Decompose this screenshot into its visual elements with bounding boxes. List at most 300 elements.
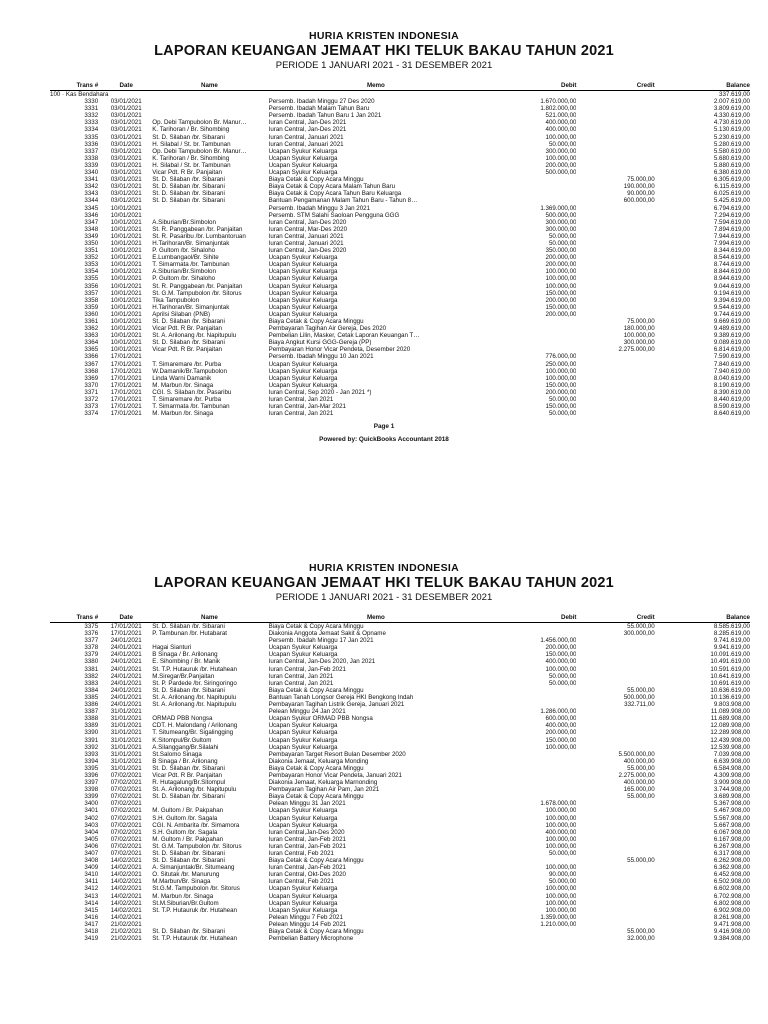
trans-number: 3413 (84, 892, 99, 900)
memo: Pembayaran Honor Vicar Pendeta, Januari 2021 (268, 771, 402, 779)
balance-amount: 6.814.619,00 (713, 346, 750, 354)
ledger-row (50, 98, 750, 105)
column-header: Credit (576, 79, 654, 91)
credit-amount (576, 226, 654, 233)
transaction-date: 03/01/2021 (110, 154, 142, 162)
payee-name: B Sinaga / Br. Arilonang (152, 651, 218, 659)
payee-name: A.Silanggang/Br.Silalahi (152, 743, 219, 751)
ledger-row (50, 403, 750, 410)
transaction-date: 24/01/2021 (110, 701, 142, 709)
transaction-date: 17/01/2021 (110, 360, 142, 368)
memo: Iuran Central, Januari 2021 (268, 133, 344, 141)
balance-amount: 8.344.619,00 (713, 247, 750, 255)
transaction-date: 03/01/2021 (110, 119, 142, 127)
memo: Persemb. Ibadah Minggu 10 Jan 2021 (268, 353, 374, 361)
payee-name: M. Gultom / Br. Pakpahan (152, 835, 224, 843)
debit-amount: 100.000,00 (545, 268, 577, 276)
transaction-date: 07/02/2021 (110, 800, 142, 808)
ledger-row (50, 935, 750, 942)
memo: Pelean Minggu 7 Feb 2021 (268, 913, 343, 921)
balance-amount: 9.744.619,00 (713, 310, 750, 318)
transaction-date: 07/02/2021 (110, 786, 142, 794)
balance-amount: 3.809.619,00 (713, 105, 750, 113)
credit-amount (576, 148, 654, 155)
ledger-row (50, 176, 750, 183)
transaction-date: 31/01/2021 (110, 715, 142, 723)
memo: Ucapan Syukur Keluarga (268, 885, 338, 893)
balance-amount: 9.544.619,00 (713, 303, 750, 311)
memo: Ucapan Syukur ORMAD PBB Nongsa (268, 715, 373, 723)
debit-amount: 100.000,00 (545, 133, 577, 141)
trans-number: 3406 (84, 842, 99, 850)
transaction-date: 07/02/2021 (110, 842, 142, 850)
ledger-row (50, 119, 750, 126)
memo: Iuran Central, Okt-Des 2020 (268, 871, 346, 879)
credit-amount (576, 410, 654, 417)
balance-amount: 6.452.908,00 (713, 871, 750, 879)
debit-amount: 1.210.000,00 (540, 920, 577, 928)
balance-amount: 6.317.908,00 (713, 850, 750, 857)
balance-amount: 10.691.619,00 (710, 679, 750, 687)
balance-amount: 7.994.619,00 (713, 239, 750, 247)
balance-amount: 9.384.908,00 (713, 935, 750, 943)
credit-amount (576, 644, 654, 651)
ledger-row (50, 800, 750, 807)
payee-name: B Sinaga / Br. Arilonang (152, 757, 218, 765)
payee-name: T. Simaremare /br. Purba (152, 396, 222, 404)
transaction-date: 07/02/2021 (110, 814, 142, 822)
balance-amount: 5.280.619,00 (713, 140, 750, 148)
memo: Ucapan Syukur Keluarga (268, 254, 338, 262)
ledger-row (50, 105, 750, 112)
credit-amount (576, 722, 654, 729)
debit-amount: 400.000,00 (545, 828, 577, 836)
payee-name: P. Tambunan /br. Hutabarat (152, 630, 228, 638)
credit-amount: 300.000,00 (623, 630, 655, 638)
memo: Biaya Cetak & Copy Acara Malam Tahun Baru (268, 183, 396, 191)
payee-name: H.Tarihoran/Br. Simanjuntak (152, 303, 230, 311)
memo: Ucapan Syukur Keluarga (268, 736, 338, 744)
trans-number: 3335 (84, 133, 99, 141)
ledger-row (50, 737, 750, 744)
credit-amount (576, 836, 654, 843)
payee-name: T. Situmeang/Br. Sigalingging (152, 729, 234, 737)
column-header: Trans # (50, 79, 102, 91)
organization-name: HURIA KRISTEN INDONESIA (308, 562, 460, 574)
balance-amount: 6.702.908,00 (713, 892, 750, 900)
column-header: Name (150, 79, 268, 91)
memo: Ucapan Syukur Keluarga (268, 268, 338, 276)
memo: Iuran Central, Feb 2021 (268, 850, 334, 857)
trans-number: 3353 (84, 261, 99, 269)
debit-amount: 1.369.000,00 (540, 204, 577, 212)
payee-name: M. Gultom / Br. Pakpahan (152, 807, 224, 815)
column-header: Credit (576, 611, 654, 623)
memo: Ucapan Syukur Keluarga (268, 169, 338, 177)
payee-name: S.H. Gultom /br. Sagala (152, 814, 218, 822)
ledger-row (50, 410, 750, 417)
ledger-row (50, 240, 750, 247)
memo: Pelean Minggu 31 Jan 2021 (268, 800, 346, 808)
payee-name: H. Silabal / St. br. Tambunan (152, 140, 231, 148)
balance-amount: 5.880.619,00 (713, 161, 750, 169)
transaction-date: 10/01/2021 (110, 289, 142, 297)
debit-amount: 150.000,00 (545, 651, 577, 659)
debit-amount (483, 183, 576, 190)
debit-amount: 100.000,00 (545, 743, 577, 751)
debit-amount: 100.000,00 (545, 275, 577, 283)
trans-number: 3419 (84, 935, 99, 943)
trans-number: 3400 (84, 800, 99, 808)
payee-name (150, 637, 268, 644)
debit-amount: 200.000,00 (545, 644, 577, 652)
balance-amount: 9.389.619,00 (713, 332, 750, 340)
ledger-row (50, 680, 750, 687)
trans-number: 3383 (84, 679, 99, 687)
credit-amount (576, 800, 654, 807)
transaction-date: 31/01/2021 (110, 750, 142, 758)
debit-amount: 50.000,00 (548, 396, 577, 404)
credit-amount: 165.000,00 (623, 786, 655, 794)
credit-amount (576, 169, 654, 176)
credit-amount (576, 382, 654, 389)
debit-amount: 1.802.000,00 (540, 105, 577, 113)
debit-amount (483, 935, 576, 942)
balance-amount: 6.584.908,00 (713, 764, 750, 772)
credit-amount (576, 247, 654, 254)
payee-name: W.Damanik/Br.Tampubolon (152, 367, 227, 375)
credit-amount (576, 403, 654, 410)
balance-amount: 12.539.908,00 (710, 743, 750, 751)
credit-amount (576, 843, 654, 850)
trans-number: 3397 (84, 779, 99, 787)
credit-amount (576, 233, 654, 240)
report-page-2 (0, 540, 768, 1024)
balance-amount: 6.305.619,00 (713, 176, 750, 184)
balance-amount: 9.416.908,00 (713, 928, 750, 936)
transaction-date: 31/01/2021 (110, 708, 142, 716)
trans-number: 3407 (84, 850, 99, 857)
memo: Ucapan Syukur Keluarga (268, 282, 338, 290)
trans-number: 3352 (84, 254, 99, 262)
memo: Ucapan Syukur Keluarga (268, 154, 338, 162)
transaction-date: 31/01/2021 (110, 729, 142, 737)
balance-amount: 11.689.908,00 (710, 715, 750, 723)
trans-number: 3350 (84, 239, 99, 247)
trans-number: 3337 (84, 147, 99, 155)
transaction-date: 17/01/2021 (110, 396, 142, 404)
transaction-date: 17/01/2021 (110, 403, 142, 411)
memo: Biaya Cetak & Copy Acara Minggu (268, 764, 364, 772)
payee-name: St. D. Silaban /br. Sibarani (152, 928, 225, 936)
trans-number: 3388 (84, 715, 99, 723)
transaction-date: 14/02/2021 (110, 913, 142, 921)
balance-amount: 12.439.908,00 (710, 736, 750, 744)
payee-name: T. Simarmata /br. Tambunan (152, 261, 230, 269)
balance-amount: 6.502.908,00 (713, 878, 750, 886)
memo: Biaya Cetak & Copy Acara Minggu (268, 318, 364, 325)
column-header: Date (102, 79, 150, 91)
balance-amount: 3.689.908,00 (713, 793, 750, 801)
balance-amount: 8.190.619,00 (713, 381, 750, 389)
trans-number: 3403 (84, 821, 99, 829)
transaction-date: 10/01/2021 (110, 211, 142, 219)
balance-amount: 9.741.619,00 (713, 637, 750, 645)
ledger-row (50, 275, 750, 282)
trans-number: 3404 (84, 828, 99, 836)
credit-amount (576, 375, 654, 382)
memo: Ucapan Syukur Keluarga (268, 367, 338, 375)
transaction-date: 10/01/2021 (110, 318, 142, 325)
payee-name: H.Tarihoran/Br. Simanjuntak (152, 239, 230, 247)
balance-amount: 5.567.908,00 (713, 814, 750, 822)
trans-number: 3338 (84, 154, 99, 162)
credit-amount (576, 850, 654, 857)
memo: Iuran Central, Jan-Feb 2021 (268, 665, 346, 673)
ledger-row (50, 751, 750, 758)
trans-number: 3418 (84, 928, 99, 936)
column-header: Name (150, 611, 268, 623)
trans-number: 3390 (84, 729, 99, 737)
memo: Ucapan Syukur Keluarga (268, 147, 338, 155)
debit-amount: 100.000,00 (545, 835, 577, 843)
transaction-date: 31/01/2021 (110, 757, 142, 765)
report-period: PERIODE 1 JANUARI 2021 - 31 DESEMBER 2021 (275, 60, 493, 71)
transaction-date: 10/01/2021 (110, 296, 142, 304)
ledger-row (50, 772, 750, 779)
credit-amount (576, 311, 654, 318)
memo: Diakonia Jemaat, Keluarga Marnonding (268, 779, 378, 787)
debit-amount: 776.000,00 (545, 353, 577, 361)
column-header: Date (102, 611, 150, 623)
trans-number: 3345 (84, 204, 99, 212)
memo: Biaya Cetak & Copy Acara Tahun Baru Keluarga (268, 190, 402, 198)
trans-number: 3385 (84, 693, 99, 701)
memo: Ucapan Syukur Keluarga (268, 161, 338, 169)
debit-amount: 100.000,00 (545, 892, 577, 900)
trans-number: 3372 (84, 396, 99, 404)
debit-amount: 50.000,00 (548, 672, 577, 680)
balance-amount: 9.471.908,00 (713, 920, 750, 928)
payee-name: Op. Debi Tampubolon Br. Manur… (152, 119, 247, 127)
payee-name: S.H. Gultom /br. Sagala (152, 828, 218, 836)
debit-amount: 200.000,00 (545, 161, 577, 169)
column-header-row (50, 611, 750, 623)
balance-amount: 6.802.908,00 (713, 899, 750, 907)
balance-amount: 2.007.619,00 (713, 98, 750, 106)
payee-name: Vicar Pdt. R Br. Panjaitan (152, 346, 222, 354)
payee-name: P. Gultom /br. Sihaloho (152, 275, 216, 283)
report-header (0, 562, 768, 603)
memo: Biaya Cetak & Copy Acara Minggu (268, 928, 364, 936)
report-title: LAPORAN KEUANGAN JEMAAT HKI TELUK BAKAU TAHUN 2021 (154, 575, 614, 591)
transaction-date: 07/02/2021 (110, 850, 142, 857)
transaction-date: 03/01/2021 (110, 105, 142, 113)
trans-number: 3344 (84, 197, 99, 205)
memo: Iuran Central, Jan-Des 2021 (268, 119, 347, 127)
memo: Pelean Minggu 24 Jan 2021 (268, 708, 346, 716)
ledger-row (50, 254, 750, 261)
balance-amount: 6.794.619,00 (713, 204, 750, 212)
trans-number: 3366 (84, 353, 99, 361)
ledger-row (50, 353, 750, 360)
credit-amount: 55.000,00 (627, 793, 655, 801)
debit-amount: 200.000,00 (545, 310, 577, 318)
payee-name: O. Situtak /br. Manurung (152, 871, 220, 879)
memo: Persemb. Ibadah Minggu 17 Jan 2021 (268, 637, 374, 645)
payee-name: St. D. Silaban /br. Sibarani (152, 686, 225, 694)
debit-amount (483, 318, 576, 325)
balance-amount: 8.585.619,00 (713, 623, 750, 630)
credit-amount (576, 885, 654, 892)
credit-amount (576, 240, 654, 247)
debit-amount: 50.000,00 (548, 232, 577, 240)
ledger-row (50, 283, 750, 290)
payee-name: K.Sitompul/Br.Gultom (152, 736, 212, 744)
ledger-row (50, 928, 750, 935)
memo: Ucapan Syukur Keluarga (268, 807, 338, 815)
payee-name: St. G.M. Tampubolon /br. Sitorus (152, 842, 242, 850)
balance-amount: 9.941.619,00 (713, 644, 750, 652)
balance-amount: 8.544.619,00 (713, 254, 750, 262)
balance-amount: 10.491.619,00 (710, 658, 750, 666)
debit-amount (483, 346, 576, 353)
debit-amount: 200.000,00 (545, 254, 577, 262)
trans-number: 3358 (84, 296, 99, 304)
trans-number: 3369 (84, 374, 99, 382)
trans-number: 3370 (84, 381, 99, 389)
ledger-row (50, 744, 750, 751)
memo: Ucapan Syukur Keluarga (268, 892, 338, 900)
ledger-row (50, 765, 750, 772)
ledger-row (50, 900, 750, 907)
credit-amount (576, 368, 654, 375)
payee-name: M. Marbun /br. Sinaga (152, 381, 214, 389)
trans-number: 3364 (84, 339, 99, 347)
payee-name: CGI. N. Ambarita /br. Simamora (152, 821, 240, 829)
payee-name: A.Siburian/Br.Simbolon (152, 268, 216, 276)
debit-amount: 100.000,00 (545, 814, 577, 822)
payee-name: K. Tarihoran / Br. Sihombing (152, 154, 230, 162)
ledger-body (50, 91, 750, 418)
payee-name: K. Tarihoran / Br. Sihombing (152, 126, 230, 134)
memo: Ucapan Syukur Keluarga (268, 722, 338, 730)
transaction-date: 31/01/2021 (110, 764, 142, 772)
balance-amount: 9.669.619,00 (713, 318, 750, 325)
balance-amount: 9.044.619,00 (713, 282, 750, 290)
memo: Pelean Minggu 14 Feb 2021 (268, 920, 347, 928)
memo: Iuran Central, Jan-Des 2020 (268, 247, 347, 255)
balance-amount: 8.744.619,00 (713, 261, 750, 269)
transaction-date: 14/02/2021 (110, 864, 142, 872)
balance-amount: 6.602.908,00 (713, 885, 750, 893)
credit-amount: 55.000,00 (627, 857, 655, 865)
payee-name: CGI. S. Silaban /br. Pasaribu (152, 388, 232, 396)
ledger-row (50, 758, 750, 765)
credit-amount (576, 162, 654, 169)
transaction-date: 17/01/2021 (110, 367, 142, 375)
balance-amount: 7.944.619,00 (713, 232, 750, 240)
balance-amount: 4.730.619,00 (713, 119, 750, 127)
ledger-row (50, 233, 750, 240)
credit-amount: 55.000,00 (627, 764, 655, 772)
memo: Iuran Central, Jan 2021 (268, 410, 334, 418)
memo: Iuran Central, Jan 2021 (268, 396, 334, 404)
balance-amount: 9.394.619,00 (713, 296, 750, 304)
transaction-date: 10/01/2021 (110, 204, 142, 212)
memo: Iuran Central, Jan-Des 2020 (268, 218, 347, 226)
payee-name: St. T.P. Hutauruk /br. Hutahean (152, 665, 237, 673)
debit-amount: 50.000,00 (548, 239, 577, 247)
credit-amount: 190.000,00 (623, 183, 655, 191)
payee-name: R. Hutagalung/Br.Sitompul (152, 779, 226, 787)
memo: Diakonia Jemaat, Keluarga Monding (268, 757, 369, 765)
debit-amount: 100.000,00 (545, 374, 577, 382)
trans-number: 3367 (84, 360, 99, 368)
memo: Biaya Cetak & Copy Acara Minggu (268, 793, 364, 801)
transaction-date: 03/01/2021 (110, 183, 142, 191)
trans-number: 3410 (84, 871, 99, 879)
transaction-date: 24/01/2021 (110, 637, 142, 645)
transaction-date: 21/02/2021 (110, 920, 142, 928)
credit-amount (576, 119, 654, 126)
ledger-row (50, 205, 750, 212)
credit-amount (576, 815, 654, 822)
balance-amount: 8.440.619,00 (713, 396, 750, 404)
debit-amount: 300.000,00 (545, 218, 577, 226)
transaction-date: 03/01/2021 (110, 169, 142, 177)
payee-name (150, 212, 268, 219)
transaction-date: 07/02/2021 (110, 771, 142, 779)
ledger-row (50, 793, 750, 800)
memo: Ucapan Syukur Keluarga (268, 261, 338, 269)
credit-amount (576, 396, 654, 403)
payee-name: St. D. Silaban /br. Sibarani (152, 197, 225, 205)
trans-number: 3354 (84, 268, 99, 276)
ledger-row (50, 361, 750, 368)
payee-name: Hagai Sianturi (152, 644, 192, 652)
transaction-date: 14/02/2021 (110, 885, 142, 893)
debit-amount: 50.000,00 (548, 850, 577, 857)
balance-amount: 7.294.619,00 (713, 211, 750, 219)
ledger-row (50, 907, 750, 914)
trans-number: 3414 (84, 899, 99, 907)
page-number: Page 1 (373, 423, 395, 431)
debit-amount: 100.000,00 (545, 821, 577, 829)
trans-number: 3348 (84, 225, 99, 233)
ledger-row (50, 332, 750, 339)
balance-amount: 6.639.908,00 (713, 757, 750, 765)
credit-amount: 2.275.000,00 (618, 771, 655, 779)
memo: Iuran Central, Jan-Feb 2021 (268, 864, 346, 872)
transaction-date: 03/01/2021 (110, 161, 142, 169)
debit-amount: 521.000,00 (545, 112, 577, 120)
transaction-date: 17/01/2021 (110, 630, 142, 638)
transaction-date: 07/02/2021 (110, 835, 142, 843)
memo: Iuran Central, Jan-Mar 2021 (268, 403, 346, 411)
payee-name: T. Simaremare /br. Purba (152, 360, 222, 368)
transaction-date: 10/01/2021 (110, 247, 142, 255)
memo: Ucapan Syukur Keluarga (268, 651, 338, 659)
memo: Biaya Angkut Kursi GGG-Gereja (PP) (268, 339, 372, 347)
trans-number: 3374 (84, 410, 99, 418)
balance-amount: 7.590.619,00 (713, 353, 750, 361)
memo: Biaya Cetak & Copy Acara Minggu (268, 857, 364, 865)
ledger-row (50, 141, 750, 148)
credit-amount (576, 98, 654, 105)
balance-amount: 8.640.619,00 (713, 410, 750, 418)
transaction-date: 14/02/2021 (110, 906, 142, 914)
